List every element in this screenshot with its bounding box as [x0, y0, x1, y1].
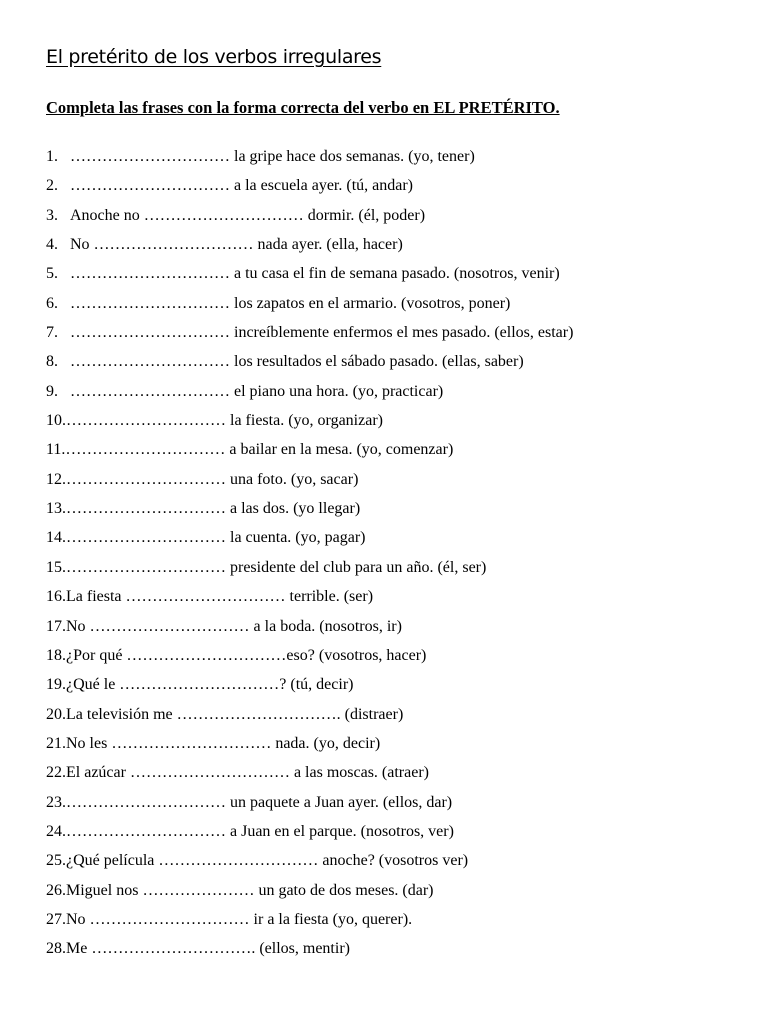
exercise-sentence: ………………………… presidente del club para un año. (él, ser): [66, 558, 487, 576]
exercise-sentence: ………………………… a las dos. (yo llegar): [66, 500, 361, 518]
exercise-number: 25.: [46, 852, 66, 870]
exercise-item: [46, 879, 746, 908]
exercise-number: 22.: [46, 764, 66, 782]
exercise-sentence: ………………………… la fiesta. (yo, organizar): [66, 412, 383, 430]
exercise-item: [46, 204, 746, 233]
exercise-number: 7.: [46, 324, 58, 342]
exercise-item: [46, 350, 746, 379]
exercise-item: [46, 761, 746, 790]
exercise-item: [46, 292, 746, 321]
exercise-sentence: ………………………… el piano una hora. (yo, practicar): [70, 382, 444, 400]
exercise-item: [46, 438, 746, 467]
exercise-number: 10.: [46, 412, 66, 430]
exercise-item: [46, 615, 746, 644]
exercise-item: [46, 732, 746, 761]
exercise-number: 12.: [46, 470, 66, 488]
exercise-number: 15.: [46, 558, 66, 576]
exercise-item: [46, 556, 746, 585]
exercise-sentence: Me …………………………. (ellos, mentir): [66, 940, 350, 958]
exercise-item: [46, 321, 746, 350]
exercise-number: 26.: [46, 881, 66, 899]
exercise-number: 3.: [46, 206, 58, 224]
exercise-number: 28.: [46, 940, 66, 958]
exercise-number: 8.: [46, 353, 58, 371]
exercise-number: 23.: [46, 793, 66, 811]
exercise-sentence: El azúcar ………………………… a las moscas. (atraer): [66, 764, 429, 782]
exercise-item: [46, 262, 746, 291]
exercise-number: 13.: [46, 500, 66, 518]
exercise-number: 14.: [46, 529, 66, 547]
exercise-sentence: ………………………… a la escuela ayer. (tú, andar): [70, 177, 414, 195]
page-title: El pretérito de los verbos irregulares: [46, 46, 382, 68]
exercise-number: 17.: [46, 617, 66, 635]
exercise-sentence: No ………………………… ir a la fiesta (yo, querer).: [66, 910, 413, 928]
exercise-number: 20.: [46, 705, 66, 723]
exercise-number: 27.: [46, 910, 66, 928]
exercise-sentence: La fiesta ………………………… terrible. (ser): [66, 588, 374, 606]
exercise-sentence: La televisión me …………………………. (distraer): [66, 705, 404, 723]
exercise-item: [46, 380, 746, 409]
exercise-number: 19.: [46, 676, 66, 694]
exercise-item: [46, 174, 746, 203]
exercise-sentence: ¿Qué película ………………………… anoche? (vosotros ver): [66, 852, 469, 870]
exercise-item: [46, 497, 746, 526]
exercise-item: [46, 145, 746, 174]
exercise-sentence: ………………………… a bailar en la mesa. (yo, comenzar): [65, 441, 454, 459]
exercise-number: 11.: [46, 441, 66, 459]
exercise-item: [46, 791, 746, 820]
exercise-item: [46, 937, 746, 966]
exercise-item: [46, 526, 746, 555]
exercise-item: [46, 849, 746, 878]
exercise-item: [46, 644, 746, 673]
exercise-sentence: Miguel nos ………………… un gato de dos meses. (dar): [66, 881, 434, 899]
exercise-number: 2.: [46, 177, 58, 195]
exercise-sentence: ………………………… los resultados el sábado pasado. (ellas, saber): [70, 353, 524, 371]
exercise-number: 6.: [46, 294, 58, 312]
exercise-number: 16.: [46, 588, 66, 606]
exercise-sentence: ………………………… la gripe hace dos semanas. (yo, tener): [70, 148, 475, 165]
exercise-sentence: ………………………… los zapatos en el armario. (vosotros, poner): [70, 294, 511, 312]
exercise-number: 21.: [46, 734, 66, 752]
exercise-sentence: ¿Qué le …………………………? (tú, decir): [66, 676, 354, 694]
exercise-item: [46, 585, 746, 614]
exercise-sentence: ………………………… un paquete a Juan ayer. (ellos, dar): [66, 793, 453, 811]
exercise-number: 5.: [46, 265, 58, 283]
exercise-item: [46, 468, 746, 497]
exercise-sentence: ¿Por qué …………………………eso? (vosotros, hacer): [66, 646, 427, 664]
exercise-number: 18.: [46, 646, 66, 664]
exercise-sentence: No ………………………… a la boda. (nosotros, ir): [66, 617, 402, 635]
exercise-item: [46, 820, 746, 849]
exercise-number: 1.: [46, 148, 58, 165]
exercise-sentence: ………………………… increíblemente enfermos el mes pasado. (ellos, estar): [70, 324, 574, 342]
exercise-sentence: ………………………… a tu casa el fin de semana pasado. (nosotros, venir): [70, 265, 560, 283]
exercise-item: [46, 409, 746, 438]
exercise-list: [46, 145, 746, 967]
exercise-number: 24.: [46, 822, 66, 840]
exercise-item: [46, 673, 746, 702]
exercise-number: 9.: [46, 382, 58, 400]
exercise-sentence: No les ………………………… nada. (yo, decir): [66, 734, 381, 752]
exercise-sentence: No ………………………… nada ayer. (ella, hacer): [70, 236, 403, 254]
instructions: Completa las frases con la forma correcta del verbo en EL PRETÉRITO.: [46, 98, 560, 117]
exercise-sentence: Anoche no ………………………… dormir. (él, poder): [70, 206, 426, 224]
exercise-item: [46, 908, 746, 937]
exercise-number: 4.: [46, 236, 58, 254]
exercise-sentence: ………………………… a Juan en el parque. (nosotros, ver): [66, 822, 454, 840]
exercise-item: [46, 233, 746, 262]
exercise-sentence: ………………………… una foto. (yo, sacar): [66, 470, 359, 488]
exercise-item: [46, 703, 746, 732]
exercise-sentence: ………………………… la cuenta. (yo, pagar): [66, 529, 366, 547]
